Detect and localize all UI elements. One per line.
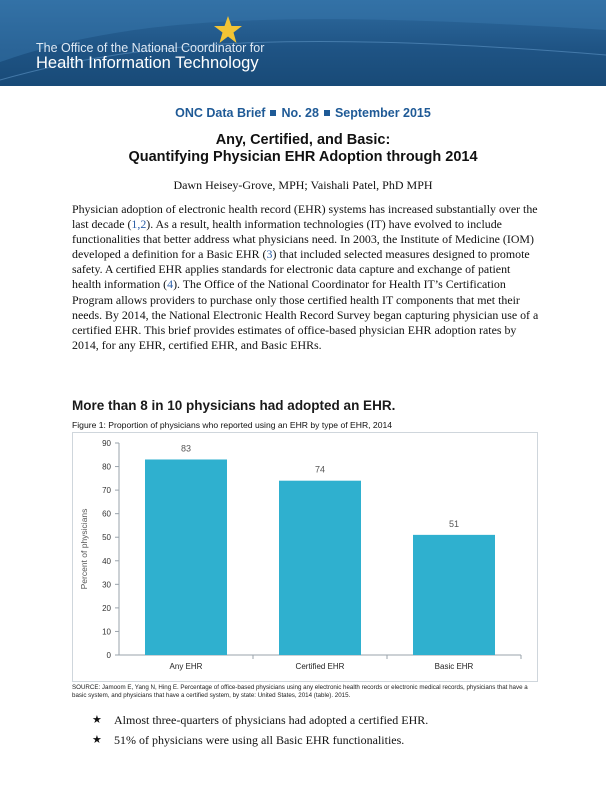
y-tick-label: 40 xyxy=(102,556,111,566)
y-tick-label: 80 xyxy=(102,462,111,472)
reference-link[interactable]: 3 xyxy=(266,247,273,262)
section-heading: More than 8 in 10 physicians had adopted an EHR. xyxy=(72,398,396,413)
bar-value-label: 74 xyxy=(314,464,326,475)
x-category-label: Any EHR xyxy=(169,662,203,671)
intro-text: Physician adoption of electronic health record (EHR) systems has increased substantially over the last decade ( xyxy=(72,202,538,232)
y-tick-label: 70 xyxy=(102,486,111,496)
intro-text: ). As a result, health information technologies (IT) have evolved to include functionalities that better address what physicians need. In 2003, the Institute of Medicine (IOM) developed a definition for a Basic EHR ( xyxy=(72,217,534,262)
y-tick-label: 10 xyxy=(102,627,111,637)
x-category-label: Certified EHR xyxy=(295,662,345,671)
x-category-label: Basic EHR xyxy=(434,662,474,671)
source-note: SOURCE: Jamoom E, Yang N, Hing E. Percentage of office-based physicians using any electronic health records or electronic medical records, physicians that have a basic system, and physicians that have a certified system, by state: United States, 2014 (table). 2015. xyxy=(72,684,528,699)
y-tick-label: 90 xyxy=(102,439,111,448)
authors: Dawn Heisey-Grove, MPH; Vaishali Patel, PhD MPH xyxy=(173,178,433,192)
bar-chart xyxy=(72,432,538,682)
bar-any-ehr xyxy=(145,459,227,655)
bullet-text: Almost three-quarters of physicians had adopted a certified EHR. xyxy=(114,713,429,727)
figure-caption: Figure 1: Proportion of physicians who reported using an EHR by type of EHR, 2014 xyxy=(72,420,393,430)
y-tick-label: 30 xyxy=(102,580,111,590)
brief-series: ONC Data Brief xyxy=(175,106,266,120)
reference-link[interactable]: 4 xyxy=(167,277,174,292)
y-tick-label: 60 xyxy=(102,509,111,519)
list-item xyxy=(92,730,428,750)
y-tick-label: 50 xyxy=(102,533,111,543)
title-line1: Any, Certified, and Basic: xyxy=(215,132,391,148)
org-name-line1: The Office of the National Coordinator for xyxy=(36,41,265,55)
brief-number: No. 28 xyxy=(281,106,319,120)
y-axis-title: Percent of physicians xyxy=(79,508,89,590)
title-line2: Quantifying Physician EHR Adoption through 2014 xyxy=(128,149,478,165)
separator-square-icon xyxy=(324,110,330,116)
star-bullet-icon: ★ xyxy=(92,713,102,726)
header-banner xyxy=(0,0,606,86)
org-name-line2: Health Information Technology xyxy=(36,54,259,72)
list-item xyxy=(92,710,428,730)
document-title xyxy=(0,132,606,166)
bar-value-label: 83 xyxy=(180,443,192,454)
brief-date: September 2015 xyxy=(334,106,431,120)
bar-chart-svg xyxy=(73,433,539,683)
separator-square-icon xyxy=(270,110,276,116)
y-tick-label: 20 xyxy=(102,603,111,613)
bar-certified-ehr xyxy=(279,481,361,655)
intro-paragraph xyxy=(72,202,540,353)
brief-line xyxy=(0,106,606,120)
star-bullet-icon: ★ xyxy=(92,733,102,746)
bar-basic-ehr xyxy=(413,535,495,655)
intro-text: ) that included selected measures designed to promote safety. A certified EHR applies standards for electronic data capture and exchange of patient health information ( xyxy=(72,247,530,292)
intro-text: ). The Office of the National Coordinator for Health IT’s Certification Program allows providers to purchase only those certified health IT components that met their needs. By 2014, the National Electronic Health Record Survey began capturing physician use of a certified EHR. This brief provides estimates of office-based physician EHR adoption rates by 2014, for any EHR, certified EHR, and Basic EHRs. xyxy=(72,277,539,352)
bullet-list xyxy=(92,710,428,750)
bullet-text: 51% of physicians were using all Basic EHR functionalities. xyxy=(114,733,405,747)
y-tick-label: 0 xyxy=(106,651,111,660)
bar-value-label: 51 xyxy=(448,518,460,529)
reference-link[interactable]: 1,2 xyxy=(131,217,147,232)
